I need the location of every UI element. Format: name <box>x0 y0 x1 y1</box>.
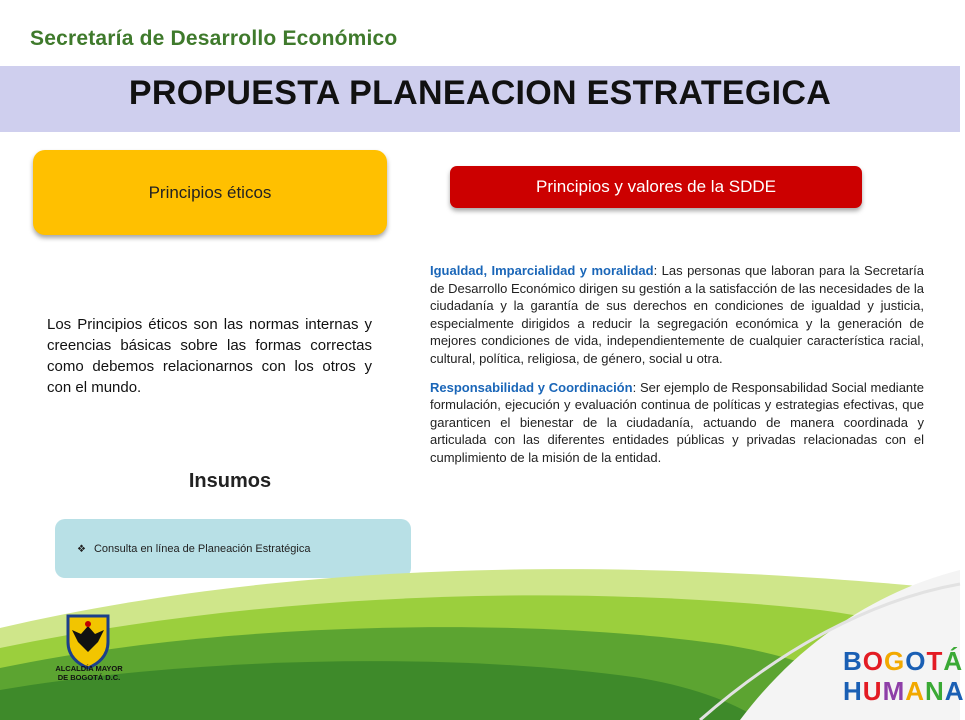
bogota-coat-of-arms-icon <box>62 612 114 670</box>
principios-sdde-box <box>450 166 862 208</box>
alcaldia-line2: DE BOGOTÁ D.C. <box>57 673 121 682</box>
bogota-humana-logo-line2: HUMANA <box>843 676 965 706</box>
insumos-list-item <box>77 543 310 555</box>
principle-item <box>430 379 924 467</box>
alcaldia-line1: ALCALDÍA MAYOR <box>55 664 123 673</box>
insumos-item-text: Consulta en línea de Planeación Estratégica <box>93 543 311 555</box>
diamond-bullet-icon: ❖ <box>77 544 86 555</box>
principle-term: Responsabilidad y Coordinación <box>430 379 633 395</box>
green-hills-decoration <box>0 560 960 720</box>
principios-list <box>430 262 924 478</box>
principle-text: : Ser ejemplo de Responsabilidad Social mediante formulación, ejecución y evaluación continua de políticas y estrategias efectivas, que garanticen el bienestar de la ciudadanía, actuando de manera coordinada y articulada con las diferentes entidades públicas y privadas relacionadas con el cumplimiento de la misión de la entidad. <box>430 379 924 465</box>
principios-eticos-label: Principios éticos <box>148 182 272 202</box>
principios-sdde-label: Principios y valores de la SDDE <box>536 177 776 196</box>
insumos-heading: Insumos <box>188 470 272 492</box>
principle-text: : Las personas que laboran para la Secretaría de Desarrollo Económico dirigen su gestión a la satisfacción de las necesidades de la ciudadanía y la garantía de sus derechos en condiciones de igualdad y justicia, especialmente dirigidos a reducir la segregación económica y la generación de mejores condiciones de vida, independientemente de cualquier característica racial, cultural, política, religiosa, de género, social u otra. <box>430 263 924 366</box>
principle-term: Igualdad, Imparcialidad y moralidad <box>430 263 654 278</box>
principios-eticos-definition: Los Principios éticos son las normas internas y creencias básicas sobre las formas correctas como debemos relacionarnos con los otros y con el mundo. <box>47 316 372 396</box>
principle-item <box>430 262 924 368</box>
department-name: Secretaría de Desarrollo Económico <box>30 27 398 50</box>
bogota-humana-logo-line1: BOGOTÁ <box>843 646 964 676</box>
alcaldia-mayor-label <box>42 664 136 682</box>
slide-title: PROPUESTA PLANEACION ESTRATEGICA <box>128 74 832 112</box>
principios-eticos-box <box>33 150 387 235</box>
